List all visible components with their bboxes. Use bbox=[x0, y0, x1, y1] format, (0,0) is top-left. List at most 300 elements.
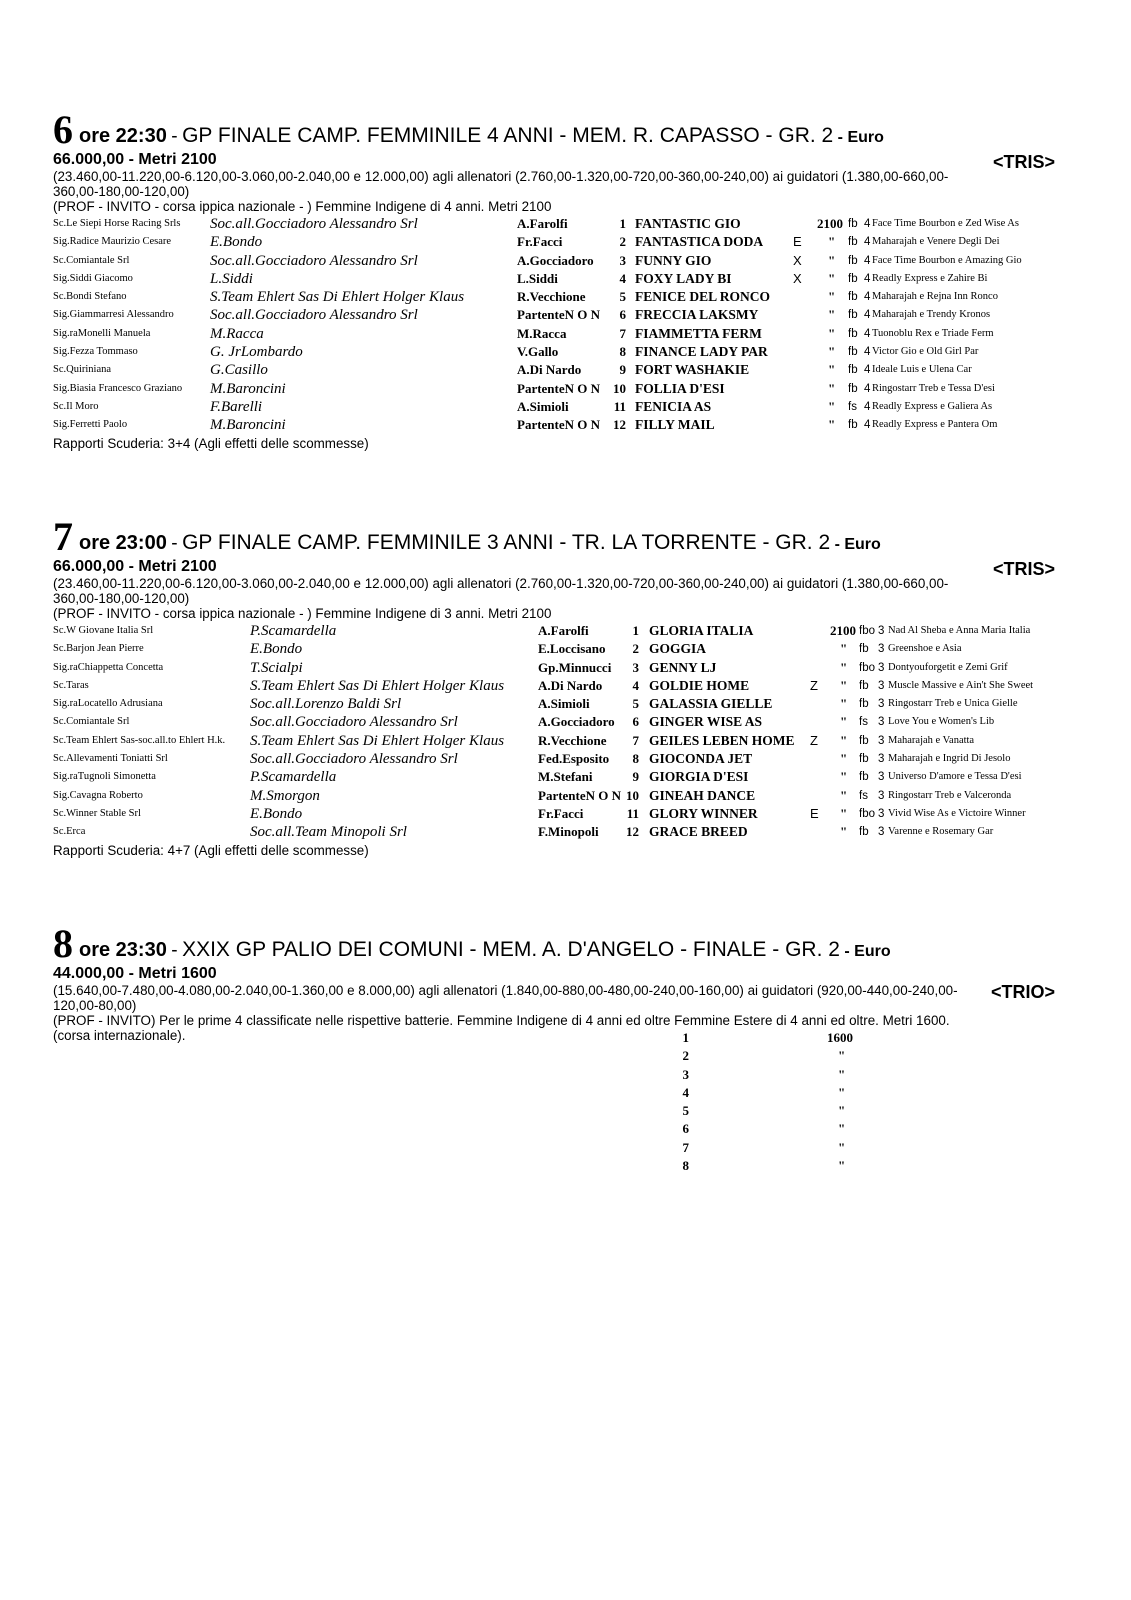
runner-distance: " bbox=[828, 289, 836, 305]
runner-age: 3 bbox=[878, 661, 885, 674]
runner-number: 11 bbox=[626, 805, 639, 821]
runner-horse: GALASSIA GIELLE bbox=[649, 696, 773, 712]
runner-trainer: M.Smorgon bbox=[250, 787, 320, 804]
runner-pedigree: Universo D'amore e Tessa D'esi bbox=[888, 771, 1022, 783]
race-number: 6 bbox=[53, 107, 73, 152]
runner-driver: A.Farolfi bbox=[517, 216, 568, 231]
runner-pedigree: Muscle Massive e Ain't She Sweet bbox=[888, 679, 1034, 691]
runner-driver: E.Loccisano bbox=[538, 641, 606, 657]
prize-breakdown: (15.640,00-7.480,00-4.080,00-2.040,00-1.360,00 e 8.000,00) agli allenatori (1.840,00-880,00-480,00-240,00-160,00) ai guidatori (920,00-440,00-240,00-120,00-80,00) bbox=[53, 983, 958, 1013]
runner-pedigree: Ringostarr Treb e Unica Gielle bbox=[888, 698, 1018, 710]
runner-trainer: P.Scamardella bbox=[250, 623, 337, 639]
runner-age: 4 bbox=[864, 346, 871, 359]
runner-number: 6 bbox=[619, 307, 626, 323]
runner-age: 3 bbox=[878, 789, 885, 802]
runner-number: 4 bbox=[619, 270, 626, 286]
runner-row bbox=[53, 805, 1083, 823]
runner-owner: Sc.Comiantale Srl bbox=[53, 716, 130, 728]
prize-breakdown: (23.460,00-11.220,00-6.120,00-3.060,00-2.040,00 e 12.000,00) agli allenatori (2.760,00-1.320,00-720,00-360,00-240,00) ai guidatori (1.380,00-660,00-360,00-180,00-120,00) bbox=[53, 169, 949, 199]
race-purse: 66.000,00 - Metri 2100 bbox=[53, 151, 217, 168]
runner-horse: FORT WASHAKIE bbox=[635, 362, 750, 378]
runner-shoeing: fb bbox=[848, 254, 858, 267]
runner-trainer: F.Barelli bbox=[210, 398, 263, 415]
race-number: 7 bbox=[53, 514, 73, 559]
runner-horse: GENNY LJ bbox=[649, 659, 717, 675]
runner-distance: " bbox=[840, 769, 848, 785]
runner-trainer: Soc.all.Team Minopoli Srl bbox=[250, 824, 407, 841]
runner-owner: Sc.Barjon Jean Pierre bbox=[53, 643, 144, 655]
runner-pedigree: Tuonoblu Rex e Triade Ferm bbox=[872, 327, 994, 339]
starting-slot bbox=[53, 1029, 1083, 1047]
runner-row bbox=[53, 398, 1083, 416]
runner-pedigree: Ringostarr Treb e Valceronda bbox=[888, 789, 1012, 801]
race-title: GP FINALE CAMP. FEMMINILE 4 ANNI - MEM. R. CAPASSO - GR. 2 bbox=[182, 124, 834, 147]
runner-number: 8 bbox=[619, 344, 626, 360]
runner-pedigree: Readly Express e Zahire Bi bbox=[872, 272, 988, 284]
runner-age: 4 bbox=[864, 309, 871, 322]
runner-driver: Fr.Facci bbox=[517, 234, 563, 250]
runner-age: 4 bbox=[864, 419, 871, 432]
runner-owner: Sig.Siddi Giacomo bbox=[53, 272, 133, 284]
runner-flag: Z bbox=[810, 677, 818, 693]
slot-number: 3 bbox=[682, 1066, 689, 1082]
runner-driver: Gp.Minnucci bbox=[538, 659, 612, 675]
runner-owner: Sig.Cavagna Roberto bbox=[53, 789, 143, 801]
runner-driver: PartenteN O N bbox=[517, 417, 601, 433]
runner-distance: " bbox=[840, 787, 848, 803]
runner-shoeing: fbo bbox=[859, 625, 875, 637]
runner-driver: F.Minopoli bbox=[538, 824, 599, 840]
runner-number: 4 bbox=[632, 677, 639, 693]
runner-distance: " bbox=[840, 824, 848, 840]
runner-row bbox=[53, 640, 1083, 658]
slot-number: 4 bbox=[682, 1084, 689, 1100]
runner-number: 10 bbox=[626, 787, 639, 803]
runner-shoeing: fbo bbox=[859, 661, 875, 674]
starting-slot bbox=[53, 1102, 1083, 1120]
runner-trainer: P.Scamardella bbox=[250, 769, 337, 786]
runner-distance: " bbox=[840, 696, 848, 712]
runner-driver: A.Simioli bbox=[538, 696, 590, 712]
starting-slots bbox=[53, 1029, 1083, 1175]
runner-age: 3 bbox=[878, 716, 885, 729]
runner-pedigree: Ideale Luis e Ulena Car bbox=[872, 364, 972, 376]
runner-age: 3 bbox=[878, 643, 885, 656]
runner-trainer: M.Racca bbox=[210, 325, 264, 342]
runner-age: 3 bbox=[878, 625, 885, 637]
heading-dash: - bbox=[171, 940, 178, 961]
runner-trainer: G.Casillo bbox=[210, 362, 268, 379]
runner-horse: GOGGIA bbox=[649, 641, 707, 657]
slot-distance: " bbox=[838, 1103, 846, 1119]
race-number: 8 bbox=[53, 921, 73, 966]
runner-trainer: Soc.all.Gocciadoro Alessandro Srl bbox=[250, 751, 458, 768]
runner-driver: R.Vecchione bbox=[538, 732, 607, 748]
runner-pedigree: Face Time Bourbon e Amazing Gio bbox=[872, 254, 1022, 266]
runner-pedigree: Readly Express e Pantera Om bbox=[872, 419, 998, 431]
runner-shoeing: fb bbox=[859, 734, 869, 747]
runner-horse: FILLY MAIL bbox=[635, 417, 715, 433]
runner-distance: " bbox=[828, 307, 836, 323]
slot-number: 1 bbox=[682, 1030, 689, 1045]
runner-shoeing: fb bbox=[859, 753, 869, 766]
runner-driver: M.Racca bbox=[517, 325, 567, 341]
runner-owner: Sc.Bondi Stefano bbox=[53, 291, 127, 303]
runner-trainer: E.Bondo bbox=[250, 641, 303, 658]
runner-age: 4 bbox=[864, 382, 871, 395]
slot-distance: " bbox=[838, 1066, 846, 1082]
runner-shoeing: fb bbox=[848, 327, 858, 340]
race-title: XXIX GP PALIO DEI COMUNI - MEM. A. D'ANGELO - FINALE - GR. 2 bbox=[182, 938, 840, 961]
runner-trainer: E.Bondo bbox=[210, 234, 263, 251]
starting-slot bbox=[53, 1047, 1083, 1065]
runner-pedigree: Nad Al Sheba e Anna Maria Italia bbox=[888, 625, 1031, 636]
runner-row bbox=[53, 380, 1083, 398]
runner-owner: Sig.Giammarresi Alessandro bbox=[53, 309, 174, 321]
runner-distance: " bbox=[828, 380, 836, 396]
runner-number: 2 bbox=[619, 234, 626, 250]
runner-flag: X bbox=[793, 252, 802, 268]
runner-shoeing: fb bbox=[859, 643, 869, 656]
runner-pedigree: Greenshoe e Asia bbox=[888, 643, 962, 655]
runner-row bbox=[53, 732, 1083, 750]
slot-distance: " bbox=[838, 1084, 846, 1100]
runner-trainer: Soc.all.Lorenzo Baldi Srl bbox=[250, 696, 402, 713]
slot-distance: " bbox=[838, 1158, 846, 1174]
race-purse: 66.000,00 - Metri 2100 bbox=[53, 558, 217, 575]
runner-horse: FUNNY GIO bbox=[635, 252, 712, 268]
runner-age: 3 bbox=[878, 698, 885, 711]
runner-shoeing: fs bbox=[848, 400, 857, 413]
runner-horse: GEILES LEBEN HOME bbox=[649, 732, 795, 748]
runner-trainer: Soc.all.Gocciadoro Alessandro Srl bbox=[210, 307, 418, 324]
runner-horse: FANTASTICA DODA bbox=[635, 234, 764, 250]
runner-age: 3 bbox=[878, 753, 885, 766]
runner-owner: Sc.W Giovane Italia Srl bbox=[53, 625, 154, 636]
runner-distance: " bbox=[828, 398, 836, 414]
slot-number: 7 bbox=[682, 1139, 689, 1155]
runner-trainer: L.Siddi bbox=[210, 270, 253, 287]
runner-shoeing: fb bbox=[848, 309, 858, 322]
stable-note: Rapporti Scuderia: 3+4 (Agli effetti delle scommesse) bbox=[53, 435, 369, 451]
runner-distance: " bbox=[840, 751, 848, 767]
runner-driver: Fr.Facci bbox=[538, 805, 584, 821]
runner-distance: " bbox=[840, 714, 848, 730]
runner-number: 6 bbox=[632, 714, 639, 730]
runner-age: 4 bbox=[864, 218, 871, 230]
runner-horse: GINGER WISE AS bbox=[649, 714, 763, 730]
runner-distance: 2100 bbox=[817, 216, 843, 231]
runner-row bbox=[53, 750, 1083, 768]
runner-number: 5 bbox=[632, 696, 639, 712]
runner-age: 3 bbox=[878, 734, 885, 747]
runner-row bbox=[53, 713, 1083, 731]
runner-row bbox=[53, 343, 1083, 361]
runner-horse: GRACE BREED bbox=[649, 824, 748, 840]
runner-shoeing: fb bbox=[848, 364, 858, 377]
runner-driver: A.Simioli bbox=[517, 398, 569, 414]
race-conditions: (PROF - INVITO - corsa ippica nazionale - ) Femmine Indigene di 4 anni. Metri 2100 bbox=[53, 199, 552, 214]
runner-owner: Sc.Winner Stable Srl bbox=[53, 807, 141, 819]
runner-flag: Z bbox=[810, 732, 818, 748]
runner-distance: " bbox=[828, 344, 836, 360]
runner-pedigree: Dontyouforgetit e Zemi Grif bbox=[888, 661, 1008, 673]
runner-trainer: T.Scialpi bbox=[250, 659, 303, 676]
runner-shoeing: fb bbox=[859, 771, 869, 784]
runner-number: 7 bbox=[619, 325, 626, 341]
runner-number: 5 bbox=[619, 289, 626, 305]
runner-age: 3 bbox=[878, 807, 885, 820]
runner-row bbox=[53, 325, 1083, 343]
runner-owner: Sc.Il Moro bbox=[53, 400, 99, 412]
runner-horse: GIOCONDA JET bbox=[649, 751, 753, 767]
race-conditions: (PROF - INVITO - corsa ippica nazionale - ) Femmine Indigene di 3 anni. Metri 2100 bbox=[53, 606, 552, 621]
runner-row bbox=[53, 306, 1083, 324]
runner-row bbox=[53, 215, 1083, 233]
stable-note: Rapporti Scuderia: 4+7 (Agli effetti delle scommesse) bbox=[53, 842, 369, 858]
runner-shoeing: fb bbox=[848, 236, 858, 249]
runner-number: 11 bbox=[613, 398, 626, 414]
runner-driver: A.Di Nardo bbox=[517, 362, 582, 378]
runner-shoeing: fb bbox=[859, 826, 869, 839]
runner-horse: FOXY LADY BI bbox=[635, 270, 732, 286]
runner-age: 4 bbox=[864, 236, 871, 249]
runner-driver: A.Farolfi bbox=[538, 623, 589, 638]
runner-distance: " bbox=[840, 659, 848, 675]
runner-driver: V.Gallo bbox=[517, 344, 559, 360]
runner-flag: X bbox=[793, 270, 802, 286]
prize-breakdown: (23.460,00-11.220,00-6.120,00-3.060,00-2.040,00 e 12.000,00) agli allenatori (2.760,00-1.320,00-720,00-360,00-240,00) ai guidatori (1.380,00-660,00-360,00-180,00-120,00) bbox=[53, 576, 949, 606]
runner-owner: Sig.Fezza Tommaso bbox=[53, 346, 138, 358]
runner-shoeing: fb bbox=[848, 218, 858, 230]
runner-driver: PartenteN O N bbox=[517, 307, 601, 323]
runner-shoeing: fb bbox=[848, 272, 858, 285]
runner-horse: GLORY WINNER bbox=[649, 805, 758, 821]
race-time: ore 22:30 bbox=[79, 125, 167, 147]
bet-type: <TRIO> bbox=[990, 982, 1055, 1002]
runner-age: 4 bbox=[864, 254, 871, 267]
runner-distance: " bbox=[840, 732, 848, 748]
race-6 bbox=[53, 108, 1083, 451]
runner-driver: PartenteN O N bbox=[538, 787, 622, 803]
runner-number: 12 bbox=[613, 417, 626, 433]
runner-owner: Sc.Comiantale Srl bbox=[53, 254, 130, 266]
runner-horse: FINANCE LADY PAR bbox=[635, 344, 768, 360]
runner-shoeing: fb bbox=[859, 679, 869, 692]
runner-number: 3 bbox=[632, 659, 639, 675]
runner-distance: " bbox=[828, 252, 836, 268]
runner-trainer: S.Team Ehlert Sas Di Ehlert Holger Klaus bbox=[250, 677, 505, 694]
slot-distance: " bbox=[838, 1048, 846, 1064]
runner-age: 3 bbox=[878, 771, 885, 784]
runner-horse: FRECCIA LAKSMY bbox=[635, 307, 759, 323]
bet-type: <TRIS> bbox=[992, 559, 1055, 579]
runner-list bbox=[53, 622, 1083, 842]
runner-driver: Fed.Esposito bbox=[538, 751, 610, 767]
slot-number: 5 bbox=[682, 1103, 689, 1119]
runner-flag: E bbox=[793, 234, 802, 250]
runner-number: 1 bbox=[632, 623, 639, 638]
runner-list bbox=[53, 215, 1083, 435]
runner-pedigree: Love You e Women's Lib bbox=[888, 716, 995, 728]
runner-trainer: E.Bondo bbox=[250, 805, 303, 822]
runner-horse: GLORIA ITALIA bbox=[649, 623, 754, 638]
runner-trainer: M.Baroncini bbox=[210, 380, 286, 397]
runner-distance: " bbox=[828, 234, 836, 250]
runner-shoeing: fs bbox=[859, 789, 868, 802]
slot-number: 6 bbox=[682, 1121, 689, 1137]
runner-owner: Sig.Radice Maurizio Cesare bbox=[53, 236, 172, 248]
runner-trainer: M.Baroncini bbox=[210, 417, 286, 434]
slot-distance: " bbox=[838, 1121, 846, 1137]
runner-row bbox=[53, 233, 1083, 251]
runner-horse: FENICIA AS bbox=[635, 398, 712, 414]
race-conditions: (PROF - INVITO) Per le prime 4 classificate nelle rispettive batterie. Femmine Indigene di 4 anni ed oltre Femmine Estere di 4 anni ed oltre. Metri 1600. (corsa internazionale). bbox=[53, 1013, 950, 1043]
runner-distance: " bbox=[828, 270, 836, 286]
starting-slot bbox=[53, 1157, 1083, 1175]
runner-driver: A.Di Nardo bbox=[538, 677, 603, 693]
race-currency: - Euro bbox=[837, 129, 884, 146]
runner-pedigree: Maharajah e Vanatta bbox=[888, 734, 975, 746]
runner-distance: " bbox=[828, 417, 836, 433]
runner-trainer: Soc.all.Gocciadoro Alessandro Srl bbox=[210, 216, 418, 232]
runner-pedigree: Maharajah e Venere Degli Dei bbox=[872, 236, 1000, 248]
slot-distance: " bbox=[838, 1139, 846, 1155]
runner-row bbox=[53, 768, 1083, 786]
runner-number: 1 bbox=[619, 216, 626, 231]
runner-age: 3 bbox=[878, 679, 885, 692]
runner-pedigree: Ringostarr Treb e Tessa D'esi bbox=[872, 382, 995, 394]
runner-number: 3 bbox=[619, 252, 626, 268]
runner-row bbox=[53, 695, 1083, 713]
runner-horse: FANTASTIC GIO bbox=[635, 216, 741, 231]
runner-age: 4 bbox=[864, 272, 871, 285]
runner-pedigree: Victor Gio e Old Girl Par bbox=[872, 346, 979, 358]
runner-shoeing: fb bbox=[848, 419, 858, 432]
runner-owner: Sig.raLocatello Adrusiana bbox=[53, 698, 163, 710]
race-currency: - Euro bbox=[844, 943, 891, 960]
runner-owner: Sc.Quiriniana bbox=[53, 364, 112, 376]
runner-owner: Sc.Taras bbox=[53, 679, 89, 691]
runner-pedigree: Varenne e Rosemary Gar bbox=[888, 826, 994, 838]
runner-owner: Sig.raTugnoli Simonetta bbox=[53, 771, 156, 783]
runner-row bbox=[53, 416, 1083, 434]
runner-age: 4 bbox=[864, 364, 871, 377]
runner-row bbox=[53, 622, 1083, 640]
runner-row bbox=[53, 787, 1083, 805]
runner-owner: Sc.Allevamenti Toniatti Srl bbox=[53, 753, 168, 765]
runner-owner: Sig.raMonelli Manuela bbox=[53, 327, 151, 339]
runner-horse: FENICE DEL RONCO bbox=[635, 289, 771, 305]
runner-row bbox=[53, 823, 1083, 841]
runner-flag: E bbox=[810, 805, 819, 821]
runner-owner: Sig.Ferretti Paolo bbox=[53, 419, 128, 431]
runner-shoeing: fb bbox=[848, 291, 858, 304]
runner-horse: GINEAH DANCE bbox=[649, 787, 756, 803]
heading-dash: - bbox=[171, 126, 178, 147]
runner-row bbox=[53, 361, 1083, 379]
slot-number: 2 bbox=[682, 1048, 689, 1064]
runner-row bbox=[53, 270, 1083, 288]
slot-distance: 1600 bbox=[827, 1030, 853, 1045]
race-heading bbox=[53, 922, 1083, 966]
runner-distance: " bbox=[840, 677, 848, 693]
runner-row bbox=[53, 659, 1083, 677]
runner-distance: 2100 bbox=[830, 623, 856, 638]
runner-trainer: Soc.all.Gocciadoro Alessandro Srl bbox=[210, 252, 418, 269]
runner-pedigree: Vivid Wise As e Victoire Winner bbox=[888, 807, 1026, 819]
runner-number: 12 bbox=[626, 824, 639, 840]
runner-owner: Sc.Le Siepi Horse Racing Srls bbox=[53, 218, 181, 229]
race-8 bbox=[53, 921, 1083, 1174]
runner-distance: " bbox=[840, 641, 848, 657]
runner-row bbox=[53, 288, 1083, 306]
race-7 bbox=[53, 515, 1083, 858]
runner-driver: R.Vecchione bbox=[517, 289, 586, 305]
runner-distance: " bbox=[828, 362, 836, 378]
runner-age: 4 bbox=[864, 291, 871, 304]
runner-shoeing: fs bbox=[859, 716, 868, 729]
runner-pedigree: Maharajah e Rejna Inn Ronco bbox=[872, 291, 998, 303]
runner-number: 9 bbox=[632, 769, 639, 785]
race-heading bbox=[53, 515, 1083, 559]
runner-driver: L.Siddi bbox=[517, 270, 558, 286]
runner-distance: " bbox=[828, 325, 836, 341]
runner-driver: PartenteN O N bbox=[517, 380, 601, 396]
runner-driver: M.Stefani bbox=[538, 769, 593, 785]
runner-distance: " bbox=[840, 805, 848, 821]
runner-number: 2 bbox=[632, 641, 639, 657]
race-time: ore 23:00 bbox=[79, 532, 167, 554]
runner-owner: Sig.raChiappetta Concetta bbox=[53, 661, 164, 673]
runner-shoeing: fb bbox=[859, 698, 869, 711]
race-title: GP FINALE CAMP. FEMMINILE 3 ANNI - TR. LA TORRENTE - GR. 2 bbox=[182, 531, 831, 554]
runner-driver: A.Gocciadoro bbox=[538, 714, 615, 730]
starting-slot bbox=[53, 1120, 1083, 1138]
runner-trainer: Soc.all.Gocciadoro Alessandro Srl bbox=[250, 714, 458, 731]
runner-age: 3 bbox=[878, 826, 885, 839]
runner-driver: A.Gocciadoro bbox=[517, 252, 594, 268]
runner-owner: Sig.Biasia Francesco Graziano bbox=[53, 382, 183, 394]
runner-trainer: G. JrLombardo bbox=[210, 344, 303, 361]
bet-type: <TRIS> bbox=[992, 152, 1055, 172]
race-heading bbox=[53, 108, 1083, 152]
runner-number: 10 bbox=[613, 380, 626, 396]
runner-row bbox=[53, 252, 1083, 270]
runner-pedigree: Face Time Bourbon e Zed Wise As bbox=[872, 218, 1019, 229]
runner-shoeing: fbo bbox=[859, 807, 875, 820]
runner-horse: FOLLIA D'ESI bbox=[635, 380, 725, 396]
runner-pedigree: Readly Express e Galiera As bbox=[872, 400, 993, 412]
runner-pedigree: Maharajah e Trendy Kronos bbox=[872, 309, 991, 321]
runner-trainer: S.Team Ehlert Sas Di Ehlert Holger Klaus bbox=[210, 289, 465, 306]
runner-shoeing: fb bbox=[848, 346, 858, 359]
slot-number: 8 bbox=[682, 1158, 689, 1174]
runner-number: 9 bbox=[619, 362, 626, 378]
runner-number: 7 bbox=[632, 732, 639, 748]
runner-owner: Sc.Erca bbox=[53, 826, 86, 838]
race-purse: 44.000,00 - Metri 1600 bbox=[53, 965, 217, 982]
runner-trainer: S.Team Ehlert Sas Di Ehlert Holger Klaus bbox=[250, 732, 505, 749]
runner-shoeing: fb bbox=[848, 382, 858, 395]
runner-number: 8 bbox=[632, 751, 639, 767]
runner-owner: Sc.Team Ehlert Sas-soc.all.to Ehlert H.k. bbox=[53, 734, 226, 746]
starting-slot bbox=[53, 1084, 1083, 1102]
starting-slot bbox=[53, 1066, 1083, 1084]
heading-dash: - bbox=[171, 533, 178, 554]
runner-age: 4 bbox=[864, 327, 871, 340]
runner-row bbox=[53, 677, 1083, 695]
